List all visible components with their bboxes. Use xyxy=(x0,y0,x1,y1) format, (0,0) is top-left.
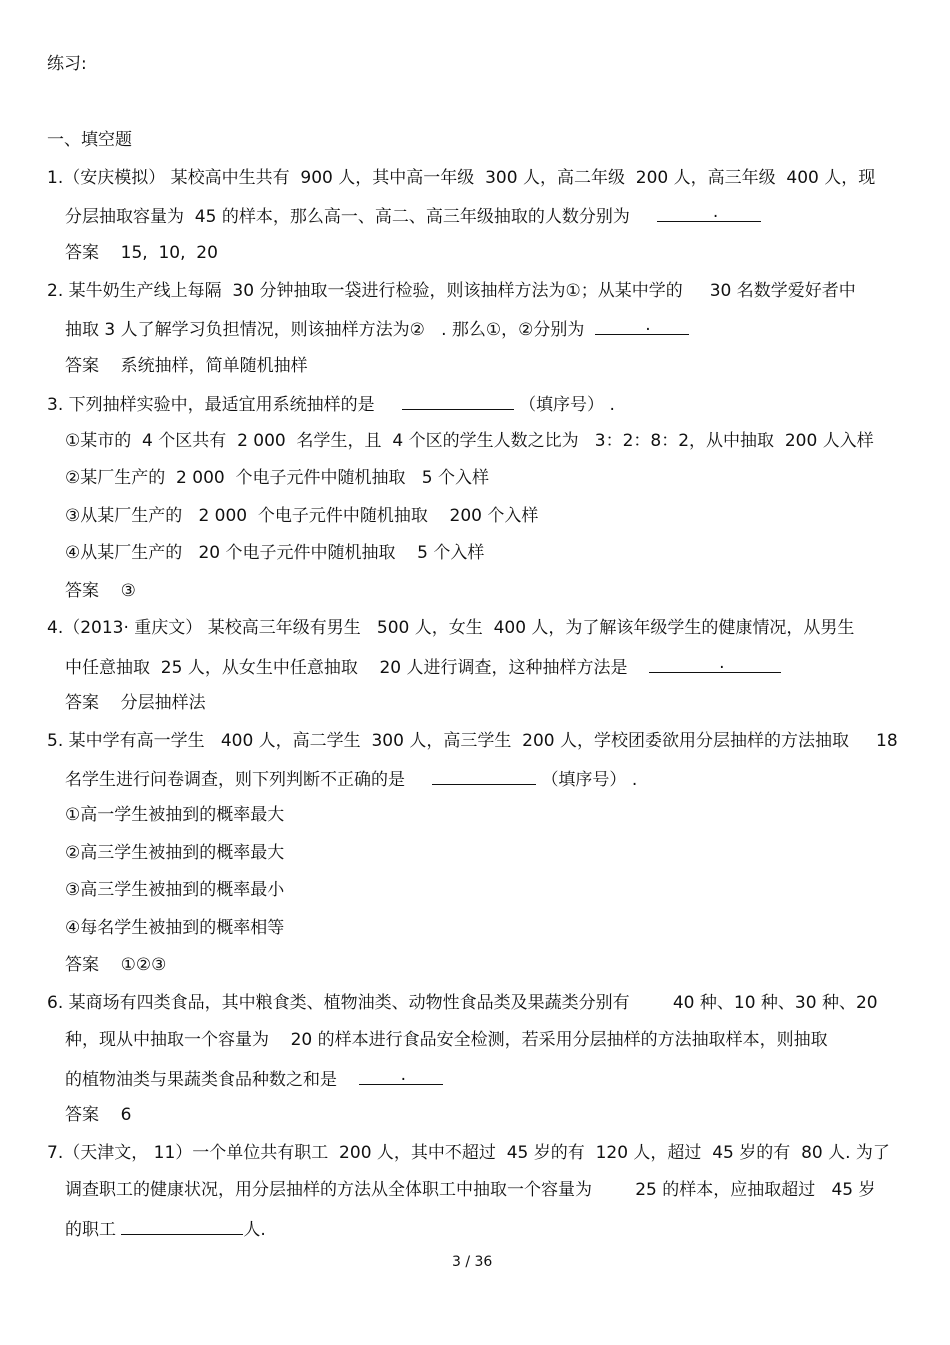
question-5-line-1: 5. 某中学有高一学生 400 人，高二学生 300 人，高三学生 200 人，学校团委欲用分层抽样的方法抽取 18 xyxy=(47,731,898,751)
section-title: 一、填空题 xyxy=(47,130,132,150)
answer-blank xyxy=(432,768,536,785)
question-6-line-1: 6. 某商场有四类食品，其中粮食类、植物油类、动物性食品类及果蔬类分别有 40 种、10 种、30 种、20 xyxy=(47,993,878,1013)
answer-line: 答案 分层抽样法 xyxy=(65,693,206,713)
question-4-line-2: 中任意抽取 25 人，从女生中任意抽取 20 人进行调查，这种抽样方法是 . xyxy=(65,656,781,678)
answer-line: 答案 15, 10, 20 xyxy=(65,243,218,263)
question-3-option: ①某市的 4 个区共有 2 000 名学生，且 4 个区的学生人数之比为 3：2：8：2，从中抽取 200 人入样 xyxy=(65,431,874,451)
question-5-option: ①高一学生被抽到的概率最大 xyxy=(65,805,285,825)
question-6-line-3: 的植物油类与果蔬类食品种数之和是 . xyxy=(65,1068,443,1090)
question-1-line-1: 1.（安庆模拟） 某校高中生共有 900 人，其中高一年级 300 人，高二年级 200 人，高三年级 400 人，现 xyxy=(47,168,876,188)
answer-blank: . xyxy=(649,656,781,673)
question-7-line-1: 7.（天津文， 11）一个单位共有职工 200 人，其中不超过 45 岁的有 120 人，超过 45 岁的有 80 人. 为了 xyxy=(47,1143,890,1163)
question-7-line-2: 调查职工的健康状况，用分层抽样的方法从全体职工中抽取一个容量为 25 的样本，应抽取超过 45 岁 xyxy=(65,1180,876,1200)
page-number: 3 / 36 xyxy=(452,1254,493,1270)
exercise-heading: 练习: xyxy=(47,54,87,74)
answer-line: 答案 ③ xyxy=(65,581,136,601)
question-2-line-2: 抽取 3 人了解学习负担情况，则该抽样方法为② . 那么①，②分别为 . xyxy=(65,318,689,340)
answer-line: 答案 ①②③ xyxy=(65,955,167,975)
answer-blank: . xyxy=(657,205,761,222)
question-5-line-2: 名学生进行问卷调查，则下列判断不正确的是 （填序号） . xyxy=(65,770,638,790)
question-2-line-1: 2. 某牛奶生产线上每隔 30 分钟抽取一袋进行检验，则该抽样方法为①；从某中学的 30 名数学爱好者中 xyxy=(47,281,856,301)
answer-line: 答案 6 xyxy=(65,1105,132,1125)
question-5-option: ②高三学生被抽到的概率最大 xyxy=(65,843,285,863)
question-3-option: ②某厂生产的 2 000 个电子元件中随机抽取 5 个入样 xyxy=(65,468,489,488)
answer-blank xyxy=(121,1218,243,1235)
question-3-option: ④从某厂生产的 20 个电子元件中随机抽取 5 个入样 xyxy=(65,543,485,563)
question-3-option: ③从某厂生产的 2 000 个电子元件中随机抽取 200 个入样 xyxy=(65,506,539,526)
question-3-line-1: 3. 下列抽样实验中，最适宜用系统抽样的是 （填序号） . xyxy=(47,395,615,415)
answer-blank xyxy=(402,393,514,410)
question-5-option: ④每名学生被抽到的概率相等 xyxy=(65,918,285,938)
question-7-line-3: 的职工 人. xyxy=(65,1220,266,1240)
question-1-line-2: 分层抽取容量为 45 的样本，那么高一、高二、高三年级抽取的人数分别为 . xyxy=(65,205,761,227)
answer-blank: . xyxy=(595,318,689,335)
question-4-line-1: 4.（2013· 重庆文） 某校高三年级有男生 500 人，女生 400 人，为了解该年级学生的健康情况，从男生 xyxy=(47,618,855,638)
answer-line: 答案 系统抽样，简单随机抽样 xyxy=(65,356,308,376)
answer-blank: . xyxy=(359,1068,443,1085)
question-6-line-2: 种，现从中抽取一个容量为 20 的样本进行食品安全检测，若采用分层抽样的方法抽取样本，则抽取 xyxy=(65,1030,828,1050)
question-5-option: ③高三学生被抽到的概率最小 xyxy=(65,880,285,900)
